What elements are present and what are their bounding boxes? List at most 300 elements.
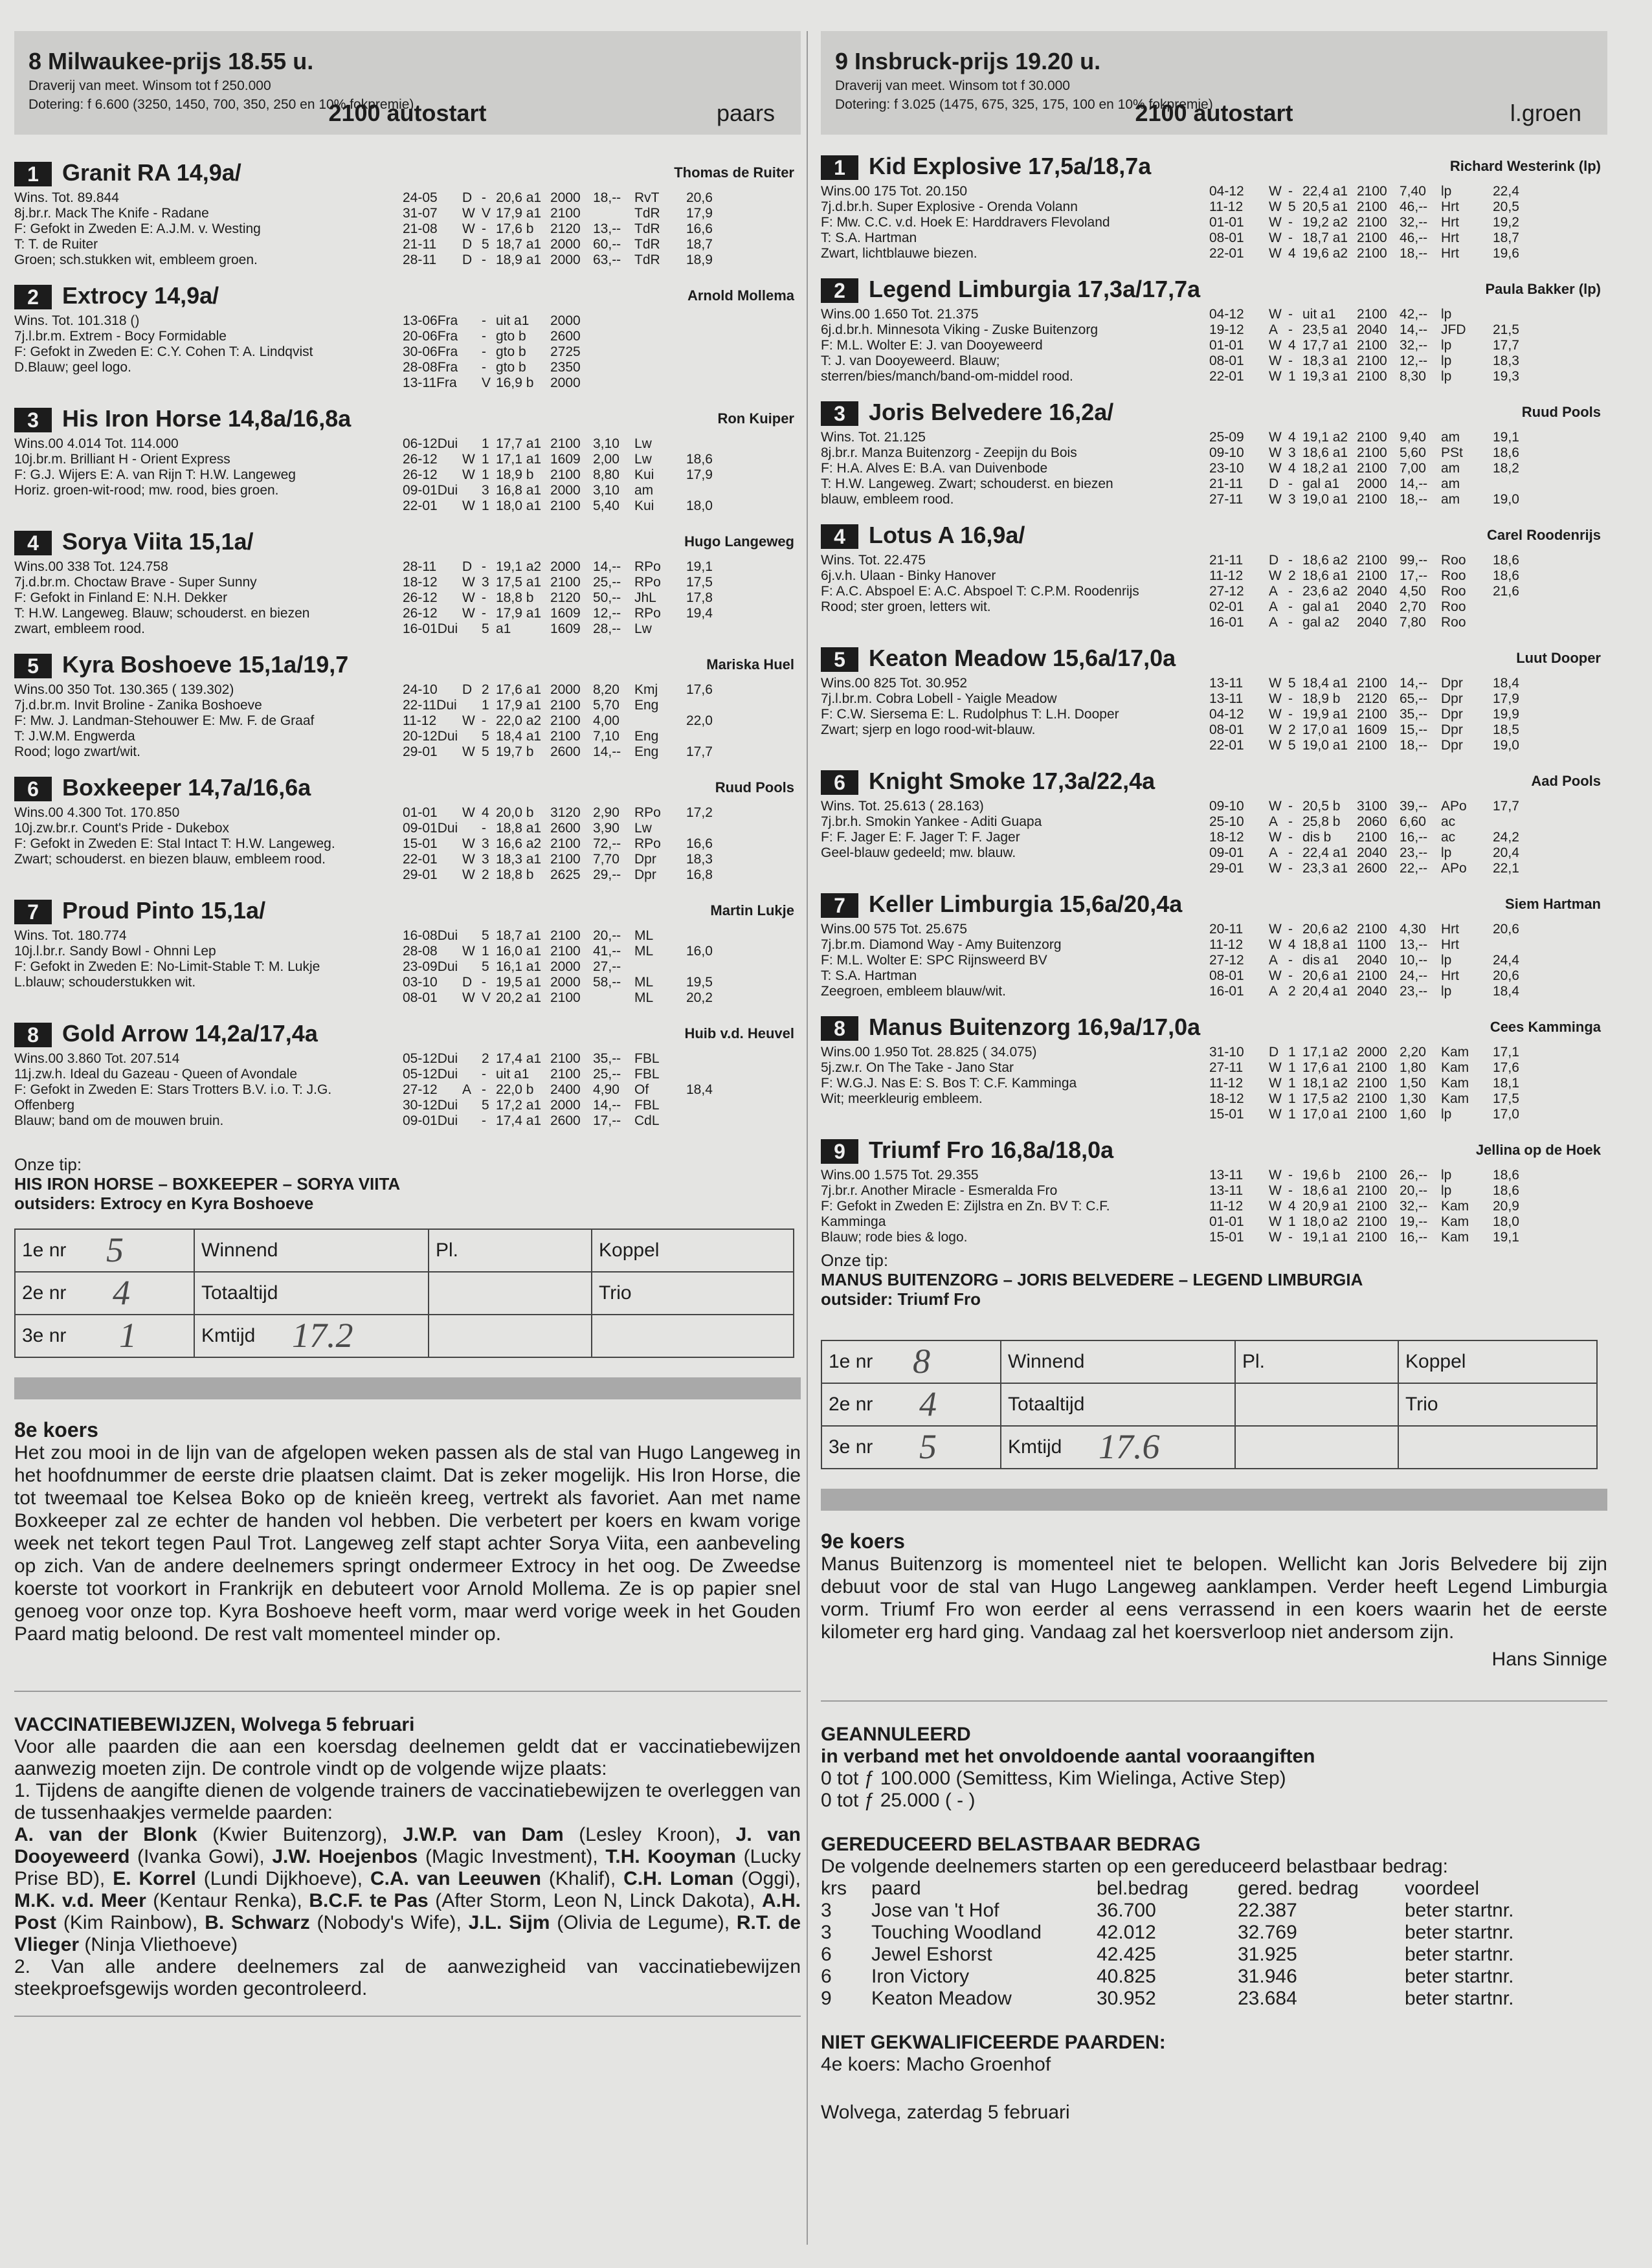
form-cell: 27-12 xyxy=(1209,953,1244,968)
race-9-header xyxy=(821,31,1607,135)
form-cell: W xyxy=(462,452,475,467)
trio-cell[interactable]: Trio xyxy=(592,1272,794,1315)
form-cell: 2000 xyxy=(550,559,581,574)
form-cell: - xyxy=(1288,230,1293,245)
totaaltijd-cell[interactable]: Totaaltijd xyxy=(1001,1383,1235,1426)
section-divider xyxy=(14,1691,801,1692)
start-number: 3 xyxy=(821,401,858,426)
form-row xyxy=(1209,799,1532,814)
form-cell: 2100 xyxy=(1357,922,1387,937)
form-cell: 2000 xyxy=(550,975,581,990)
form-cell: Lw xyxy=(634,436,652,451)
form-cell: 30-12Dui xyxy=(403,1098,458,1113)
race-8-tip xyxy=(14,1155,801,1213)
form-cell: - xyxy=(482,313,486,328)
trainer-name: R.T. de Vlieger xyxy=(14,1912,801,1955)
form-cell: A xyxy=(1269,953,1278,968)
horse-details xyxy=(821,799,1209,861)
form-cell: 7,40 xyxy=(1400,184,1426,199)
form-cell: 2100 xyxy=(1357,1168,1387,1183)
form-cell: 17,7 xyxy=(686,744,713,759)
form-cell: 18,3 a1 xyxy=(496,852,542,867)
form-row xyxy=(1209,1199,1532,1214)
form-table xyxy=(1209,1045,1532,1122)
trio-cell[interactable]: Trio xyxy=(1398,1383,1597,1426)
form-cell: W xyxy=(1269,184,1282,199)
place-cell[interactable]: Pl. xyxy=(429,1229,592,1272)
form-cell: 2100 xyxy=(550,928,581,943)
form-cell xyxy=(1493,937,1532,953)
form-cell: 17,7 a1 xyxy=(496,436,542,451)
form-cell xyxy=(462,928,482,944)
form-cell: 4 xyxy=(1288,937,1296,952)
form-cell: - xyxy=(1288,353,1293,368)
form-cell: 5 xyxy=(482,729,489,744)
form-cell: 24-10 xyxy=(403,682,438,697)
form-cell xyxy=(462,344,482,360)
form-cell xyxy=(593,313,634,329)
form-cell: 19-12 xyxy=(1209,322,1244,337)
detail-line: F: F. Jager E: F. Jager T: F. Jager xyxy=(821,830,1020,845)
horse-name: Triumf Fro 16,8a/18,0a xyxy=(869,1137,1114,1163)
form-cell: 03-10 xyxy=(403,975,438,990)
form-cell: 19,6 xyxy=(1493,246,1519,261)
form-cell: 5 xyxy=(1288,676,1296,691)
form-row xyxy=(1209,814,1532,830)
form-cell: 2100 xyxy=(550,836,581,851)
horse-name: Knight Smoke 17,3a/22,4a xyxy=(869,768,1155,794)
form-cell: W xyxy=(462,221,475,236)
form-cell: 17,2 a1 xyxy=(496,1098,542,1113)
form-cell: 18,6 xyxy=(686,452,713,467)
form-cell: 18,3 xyxy=(1493,353,1519,368)
form-cell: 3100 xyxy=(1357,799,1387,814)
table-cell: 6 xyxy=(821,1944,832,1965)
form-cell: 16,-- xyxy=(1400,830,1428,845)
form-cell: 08-01 xyxy=(1209,722,1244,737)
form-row xyxy=(403,206,725,221)
detail-line: F: Gefokt in Zweden E: No-Limit-Stable T: M. Lukje xyxy=(14,959,320,974)
form-cell: 29-01 xyxy=(403,744,438,759)
form-row xyxy=(1209,246,1532,261)
empty-cell[interactable] xyxy=(592,1315,794,1357)
tip-label: Onze tip: xyxy=(14,1155,82,1174)
form-cell: 4 xyxy=(1288,246,1296,261)
form-cell: Kui xyxy=(634,498,654,513)
trainer-horses: (Khalif), xyxy=(541,1868,624,1889)
form-cell: 20,-- xyxy=(1400,1183,1428,1198)
form-cell: 19,0 a1 xyxy=(1302,492,1348,507)
form-cell: 22,0 xyxy=(686,713,713,728)
form-cell: 23,6 a2 xyxy=(1302,584,1348,599)
form-cell: 2100 xyxy=(1357,1076,1387,1091)
form-cell: - xyxy=(482,975,486,990)
race-distance: 2100 autostart xyxy=(328,100,487,126)
detail-line: Horiz. groen-wit-rood; mw. rood, bies groen. xyxy=(14,483,279,498)
form-cell: 27,-- xyxy=(593,959,621,974)
form-cell: 18,1 a2 xyxy=(1302,1076,1348,1091)
table-row xyxy=(821,1966,1525,1988)
form-row xyxy=(1209,1091,1532,1107)
form-cell: - xyxy=(1288,553,1293,568)
form-cell: 2100 xyxy=(1357,461,1387,476)
form-cell: am xyxy=(1441,476,1460,491)
trainer-name: E. Korrel xyxy=(113,1868,196,1889)
trainer-horses: (Ivanka Gowi), xyxy=(129,1846,273,1867)
form-cell: 26,-- xyxy=(1400,1168,1428,1183)
form-cell: 17,6 xyxy=(1493,1060,1519,1075)
form-cell: 25,-- xyxy=(593,1067,621,1082)
form-cell: 23,-- xyxy=(1400,984,1428,999)
form-cell: Eng xyxy=(634,729,659,744)
form-cell: - xyxy=(1288,953,1293,968)
form-row xyxy=(403,483,725,498)
form-cell: lp xyxy=(1441,307,1452,322)
form-cell: 32,-- xyxy=(1400,338,1428,353)
form-cell: V xyxy=(482,990,491,1005)
form-cell: 2100 xyxy=(550,436,581,451)
form-cell: - xyxy=(482,344,486,359)
form-cell xyxy=(686,729,725,744)
detail-line: F: Gefokt in Zweden E: C.Y. Cohen T: A. Lindqvist xyxy=(14,344,313,359)
form-row xyxy=(1209,230,1532,246)
form-cell: 8,30 xyxy=(1400,369,1426,384)
detail-line: F: Gefokt in Zweden E: Stars Trotters B.V. i.o. T: J.G. xyxy=(14,1082,332,1097)
form-cell: 2000 xyxy=(550,252,581,267)
first-place-cell[interactable]: 1e nr 8 xyxy=(821,1340,1001,1383)
form-cell: 17,9 xyxy=(686,206,713,221)
form-cell: 5 xyxy=(1288,738,1296,753)
form-cell xyxy=(593,360,634,375)
form-cell: RvT xyxy=(634,190,660,205)
detail-line: 6j.v.h. Ulaan - Binky Hanover xyxy=(821,568,996,583)
form-cell xyxy=(462,729,482,744)
form-cell: A xyxy=(1269,615,1278,630)
driver-name: Ruud Pools xyxy=(1521,404,1601,420)
koppel-cell[interactable]: Koppel xyxy=(1398,1340,1597,1383)
form-table xyxy=(403,682,725,760)
form-cell: 2100 xyxy=(1357,338,1387,353)
form-cell: 17,5 a1 xyxy=(496,575,542,590)
driver-name: Hugo Langeweg xyxy=(684,533,794,550)
start-number: 7 xyxy=(821,893,858,918)
form-row xyxy=(1209,476,1532,492)
form-cell xyxy=(686,959,725,975)
form-row xyxy=(1209,738,1532,753)
not-qualified-notice xyxy=(821,2032,1607,2076)
race-prize: Dotering: f 3.025 (1475, 675, 325, 175, 100 en 10% fokpremie) xyxy=(835,97,1213,112)
form-cell: 1 xyxy=(1288,1045,1296,1060)
form-cell: 8,80 xyxy=(593,467,620,482)
form-cell: 2625 xyxy=(550,867,581,882)
start-number: 2 xyxy=(14,285,52,309)
form-cell: 60,-- xyxy=(593,237,621,252)
form-row xyxy=(1209,676,1532,691)
form-cell: 22,0 b xyxy=(496,1082,534,1097)
form-cell: Hrt xyxy=(1441,968,1459,983)
driver-name: Aad Pools xyxy=(1531,773,1601,789)
form-cell: TdR xyxy=(634,221,660,236)
form-cell: W xyxy=(1269,1183,1282,1198)
form-cell: W xyxy=(1269,707,1282,722)
form-cell: 14,-- xyxy=(593,559,621,574)
form-cell: 1,50 xyxy=(1400,1076,1426,1091)
winnend-cell[interactable]: Winnend xyxy=(1001,1340,1235,1383)
form-cell: Dpr xyxy=(1441,691,1463,706)
header-cell: paard xyxy=(871,1878,921,1899)
form-cell: 18,7 a1 xyxy=(1302,230,1348,245)
form-cell: D xyxy=(462,190,473,205)
form-cell: - xyxy=(482,329,486,344)
form-cell: 17,9 a1 xyxy=(496,606,542,621)
form-cell: 19,0 xyxy=(1493,738,1519,753)
horse-details xyxy=(14,436,403,498)
form-cell: 72,-- xyxy=(593,836,621,851)
vacc-title: VACCINATIEBEWIJZEN, Wolvega 5 februari xyxy=(14,1714,415,1735)
empty-cell[interactable] xyxy=(1235,1426,1398,1469)
form-cell: 20-11 xyxy=(1209,922,1244,937)
form-cell: 18,6 xyxy=(1493,568,1519,583)
form-cell: 2100 xyxy=(1357,369,1387,384)
form-cell: W xyxy=(1269,369,1282,384)
horse-name: Granit RA 14,9a/ xyxy=(62,159,241,186)
form-cell: 18,6 a1 xyxy=(1302,568,1348,583)
start-number: 6 xyxy=(14,777,52,801)
form-cell: 18,7 xyxy=(1493,230,1519,245)
form-cell: 17,-- xyxy=(593,1113,621,1128)
story-heading: 8e koers xyxy=(14,1418,98,1441)
detail-line: F: G.J. Wijers E: A. van Rijn T: H.W. Langeweg xyxy=(14,467,296,482)
betting-form xyxy=(14,1228,794,1358)
vacc-trainer-list xyxy=(14,1824,801,1956)
form-cell: lp xyxy=(1441,338,1452,353)
form-cell: Lw xyxy=(634,821,652,836)
form-cell: 17,2 xyxy=(686,805,713,820)
kmtijd-cell[interactable]: Kmtijd 17.2 xyxy=(194,1315,429,1357)
horse-entry xyxy=(821,1130,1607,1253)
form-row xyxy=(1209,861,1532,876)
form-table xyxy=(1209,184,1532,261)
form-cell xyxy=(1493,615,1532,630)
form-cell: 19,9 xyxy=(1493,707,1519,722)
detail-line: F: A.C. Abspoel E: A.C. Abspoel T: C.P.M. Roodenrijs xyxy=(821,584,1139,599)
form-row xyxy=(1209,1214,1532,1230)
third-place-cell[interactable]: 3e nr 5 xyxy=(821,1426,1001,1469)
form-cell: 17,9 a1 xyxy=(496,206,542,221)
table-cell: 22.387 xyxy=(1238,1900,1297,1921)
empty-cell[interactable] xyxy=(1398,1426,1597,1469)
form-cell: 22-01 xyxy=(403,498,438,513)
form-cell: W xyxy=(1269,691,1282,706)
form-cell: 5 xyxy=(482,744,489,759)
form-cell: 17,6 a1 xyxy=(496,682,542,697)
form-cell: W xyxy=(1269,722,1282,737)
table-cell: Jose van 't Hof xyxy=(871,1900,999,1921)
race-8-horses xyxy=(14,153,801,1137)
trainer-horses: (Kentaur Renka), xyxy=(146,1890,309,1911)
form-cell xyxy=(593,329,634,344)
form-cell: 08-01 xyxy=(403,990,438,1005)
empty-cell[interactable] xyxy=(429,1272,592,1315)
form-cell: - xyxy=(482,713,486,728)
empty-cell[interactable] xyxy=(1235,1383,1398,1426)
detail-line: 11j.zw.h. Ideal du Gazeau - Queen of Avondale xyxy=(14,1067,298,1082)
form-row xyxy=(403,729,725,744)
form-cell: 01-01 xyxy=(1209,1214,1244,1229)
form-cell: ML xyxy=(634,928,654,943)
form-cell: 3,10 xyxy=(593,436,620,451)
form-cell: 17,1 xyxy=(1493,1045,1519,1060)
form-cell: W xyxy=(1269,199,1282,214)
form-cell: 04-12 xyxy=(1209,184,1244,199)
form-cell: 2000 xyxy=(550,313,581,328)
form-cell: 2725 xyxy=(550,344,581,359)
start-number: 5 xyxy=(821,647,858,672)
form-cell: 17,4 a1 xyxy=(496,1051,542,1066)
place-cell[interactable]: Pl. xyxy=(1235,1340,1398,1383)
detail-line: F: Mw. C.C. v.d. Hoek E: Harddravers Flevoland xyxy=(821,215,1110,230)
table-cell: beter startnr. xyxy=(1405,1966,1514,1987)
form-cell: 18,2 a1 xyxy=(1302,461,1348,476)
horse-details xyxy=(14,805,403,867)
form-cell: 28,-- xyxy=(593,621,621,636)
form-cell: 2100 xyxy=(1357,1183,1387,1198)
form-row xyxy=(1209,322,1532,338)
betting-form xyxy=(821,1340,1598,1469)
form-cell: - xyxy=(1288,814,1293,829)
form-row xyxy=(1209,691,1532,707)
form-cell: 18,6 a2 xyxy=(1302,553,1348,568)
form-cell: 18,4 xyxy=(1493,984,1519,999)
form-cell: gto b xyxy=(496,344,526,359)
start-number: 4 xyxy=(14,531,52,555)
form-cell: JFD xyxy=(1441,322,1466,337)
form-row xyxy=(1209,369,1532,384)
form-cell: 1 xyxy=(1288,1091,1296,1106)
form-cell: 2600 xyxy=(550,1113,581,1128)
form-cell: 9,40 xyxy=(1400,430,1426,445)
form-cell: W xyxy=(1269,1107,1282,1122)
detail-line: zwart, embleem rood. xyxy=(14,621,145,636)
form-cell: 2000 xyxy=(550,483,581,498)
first-place-cell[interactable]: 1e nr 5 xyxy=(15,1229,194,1272)
form-cell: 17,6 b xyxy=(496,221,534,236)
form-row xyxy=(1209,599,1532,615)
detail-line: Wins.00 3.860 Tot. 207.514 xyxy=(14,1051,180,1066)
form-cell: 2100 xyxy=(1357,430,1387,445)
detail-line: Wins. Tot. 89.844 xyxy=(14,190,119,205)
form-cell: 2 xyxy=(1288,722,1296,737)
form-cell: 1,60 xyxy=(1400,1107,1426,1122)
detail-line: 7j.l.br.m. Cobra Lobell - Yaigle Meadow xyxy=(821,691,1057,706)
second-place-cell[interactable]: 2e nr 4 xyxy=(821,1383,1001,1426)
form-cell: 18,8 b xyxy=(496,590,534,605)
third-place-cell[interactable]: 3e nr 1 xyxy=(15,1315,194,1357)
form-cell: A xyxy=(1269,599,1278,614)
form-row xyxy=(403,1082,725,1098)
form-cell: 23,3 a1 xyxy=(1302,861,1348,876)
form-cell: 2100 xyxy=(550,729,581,744)
form-cell: uit a1 xyxy=(1302,307,1336,322)
handwritten-kmtijd: 17.2 xyxy=(292,1316,353,1355)
kmtijd-cell[interactable]: Kmtijd 17.6 xyxy=(1001,1426,1235,1469)
form-row xyxy=(1209,184,1532,199)
detail-line: Wins. Tot. 25.613 ( 28.163) xyxy=(821,799,984,814)
form-cell: - xyxy=(482,190,486,205)
empty-cell[interactable] xyxy=(429,1315,592,1357)
start-number: 1 xyxy=(821,155,858,180)
second-place-cell[interactable]: 2e nr 4 xyxy=(15,1272,194,1315)
form-cell: 4,50 xyxy=(1400,584,1426,599)
form-cell: 22,0 a2 xyxy=(496,713,542,728)
form-cell: 3 xyxy=(1288,445,1296,460)
horse-name: Manus Buitenzorg 16,9a/17,0a xyxy=(869,1014,1201,1040)
start-number: 7 xyxy=(14,900,52,924)
totaaltijd-cell[interactable]: Totaaltijd xyxy=(194,1272,429,1315)
detail-line: 10j.l.br.r. Sandy Bowl - Ohnni Lep xyxy=(14,944,216,959)
table-cell: 31.946 xyxy=(1238,1966,1297,1987)
form-cell: ac xyxy=(1441,830,1456,845)
form-cell: 17,0 a1 xyxy=(1302,722,1348,737)
section-divider xyxy=(821,1700,1607,1702)
horse-entry xyxy=(14,276,801,399)
race-conditions: Draverij van meet. Winsom tot f 250.000 xyxy=(28,78,271,93)
form-cell: 18,-- xyxy=(1400,246,1428,261)
form-cell: 26-12 xyxy=(403,590,438,605)
form-cell: 23-10 xyxy=(1209,461,1244,476)
cancelled-title: GEANNULEERD xyxy=(821,1724,971,1745)
table-cell: 3 xyxy=(821,1900,832,1921)
form-table xyxy=(1209,430,1532,507)
form-cell: W xyxy=(1269,1060,1282,1075)
form-cell: 15-01 xyxy=(1209,1107,1244,1122)
form-cell: W xyxy=(1269,430,1282,445)
form-cell: 26-12 xyxy=(403,606,438,621)
race-8-header xyxy=(14,31,801,135)
form-cell: 13-11 xyxy=(1209,676,1244,691)
detail-line: T: J.W.M. Engwerda xyxy=(14,729,135,744)
winnend-cell[interactable]: Winnend xyxy=(194,1229,429,1272)
form-cell: 11-12 xyxy=(1209,1199,1244,1214)
form-cell: W xyxy=(462,990,475,1005)
form-cell: W xyxy=(462,606,475,621)
driver-name: Thomas de Ruiter xyxy=(674,164,794,181)
form-cell xyxy=(1493,814,1532,830)
koppel-cell[interactable]: Koppel xyxy=(592,1229,794,1272)
horse-name: Kyra Boshoeve 15,1a/19,7 xyxy=(62,651,349,678)
detail-line: 10j.zw.br.r. Count's Pride - Dukebox xyxy=(14,821,230,836)
start-number: 9 xyxy=(821,1139,858,1164)
horse-details xyxy=(821,676,1209,738)
form-cell xyxy=(634,313,686,329)
table-cell: beter startnr. xyxy=(1405,1944,1514,1965)
form-cell: A xyxy=(1269,984,1278,999)
form-cell: 18,6 xyxy=(1493,445,1519,460)
form-cell: D xyxy=(1269,553,1279,568)
detail-line: F: M.L. Wolter E: J. van Dooyeweerd xyxy=(821,338,1043,353)
table-cell: 42.012 xyxy=(1097,1922,1156,1943)
form-cell: 5,40 xyxy=(593,498,620,513)
form-row xyxy=(403,1098,725,1113)
form-cell xyxy=(686,1067,725,1082)
form-cell: 19,1 a2 xyxy=(496,559,542,574)
form-cell: 3 xyxy=(482,575,489,590)
detail-line: T: J. van Dooyeweerd. Blauw; xyxy=(821,353,1000,368)
form-cell: am xyxy=(1441,492,1460,507)
vacc-rule-1: 1. Tijdens de aangifte dienen de volgende trainers de vaccinatiebewijzen te overleggen van de tussenhaakjes vermelde paarden: xyxy=(14,1780,801,1823)
form-cell: 22-01 xyxy=(1209,738,1244,753)
form-table xyxy=(403,190,725,268)
